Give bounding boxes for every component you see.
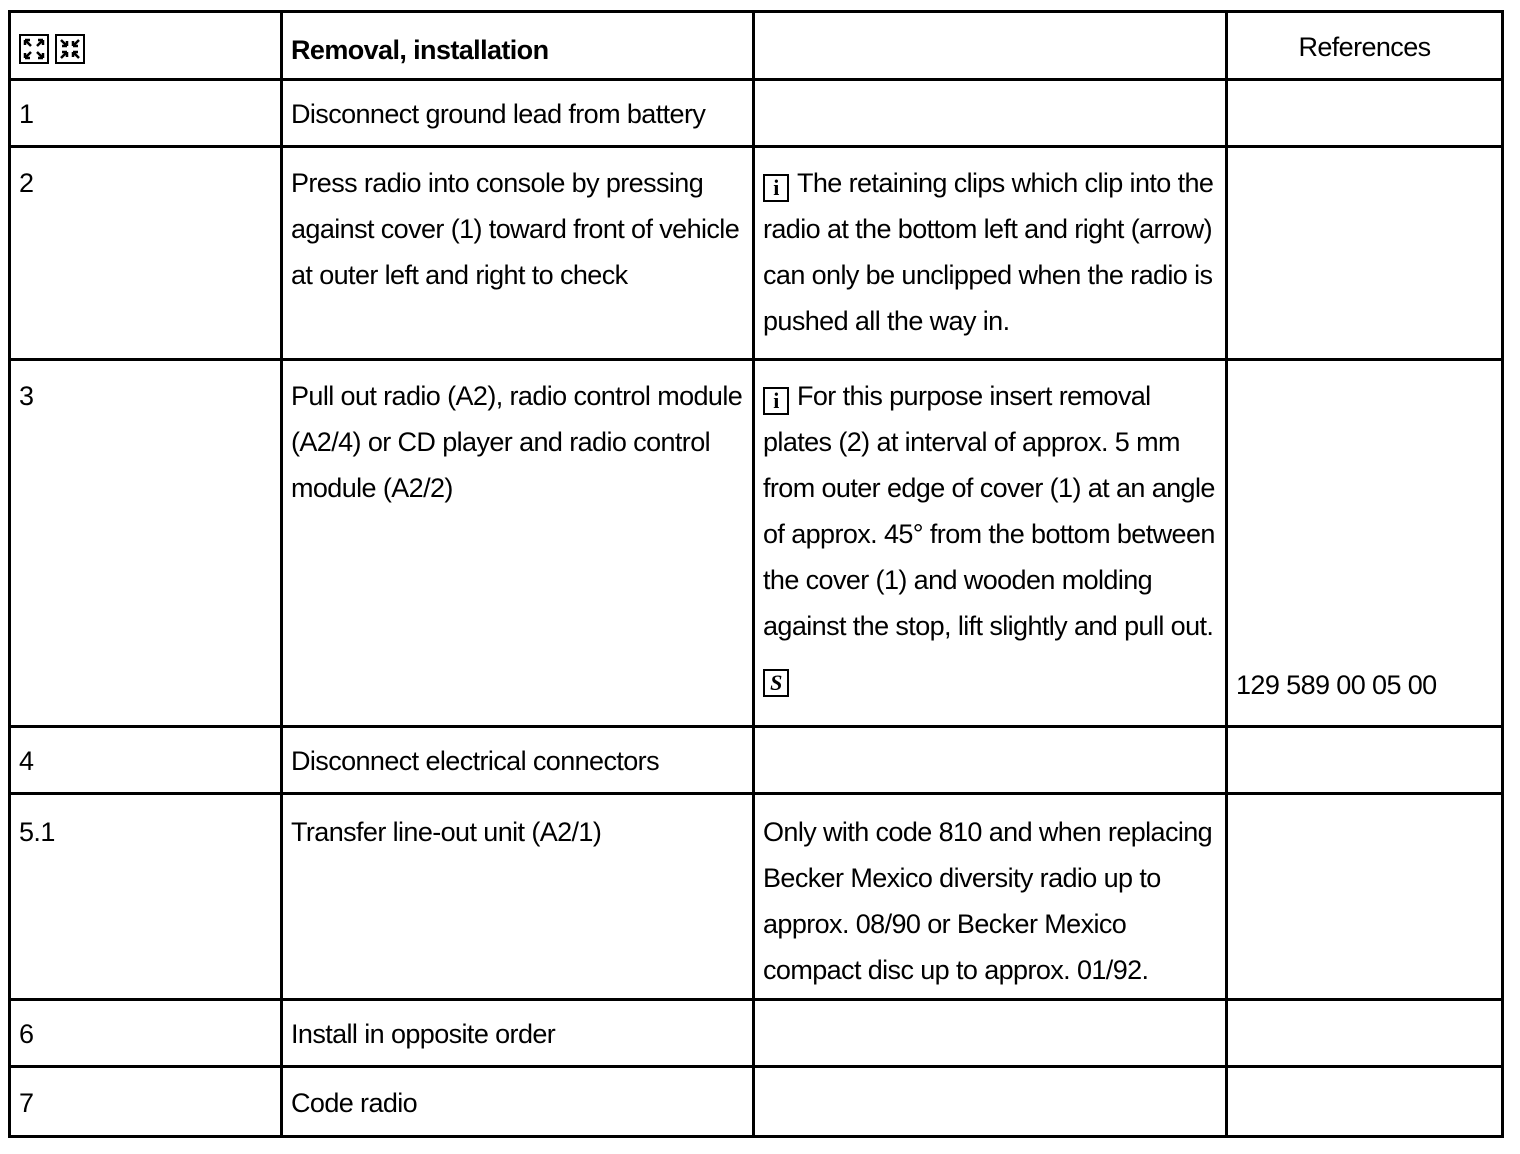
step-note bbox=[754, 80, 1227, 147]
table-row bbox=[10, 727, 1503, 794]
table-header-row bbox=[10, 12, 1503, 80]
procedure-table bbox=[8, 10, 1504, 1138]
special-tool-icon: S bbox=[763, 669, 789, 697]
step-reference: 129 589 00 05 00 bbox=[1236, 670, 1437, 700]
table-row bbox=[10, 360, 1503, 727]
table-row bbox=[10, 1000, 1503, 1067]
step-reference-cell bbox=[1227, 360, 1503, 727]
step-note: For this purpose insert removal plates (2) at interval of approx. 5 mm from outer edge of cover (1) at an angle of approx. 45° from the bottom between the cover (1) and wooden molding against the stop, lift slightly and pull out. bbox=[763, 381, 1215, 641]
step-action: Install in opposite order bbox=[282, 1000, 754, 1067]
info-icon: i bbox=[763, 387, 789, 415]
step-note: Only with code 810 and when replacing Becker Mexico diversity radio up to approx. 08/90 or Becker Mexico compact disc up to approx. 01/92. bbox=[754, 794, 1227, 1000]
header-icons-cell bbox=[10, 12, 282, 80]
step-note: The retaining clips which clip into the radio at the bottom left and right (arrow) can only be unclipped when the radio is pushed all the way in. bbox=[763, 168, 1214, 336]
table-row bbox=[10, 147, 1503, 360]
step-number: 4 bbox=[10, 727, 282, 794]
table-row bbox=[10, 80, 1503, 147]
step-number: 7 bbox=[10, 1067, 282, 1137]
step-number: 2 bbox=[10, 147, 282, 360]
step-number: 6 bbox=[10, 1000, 282, 1067]
step-reference bbox=[1227, 794, 1503, 1000]
step-action: Transfer line-out unit (A2/1) bbox=[282, 794, 754, 1000]
step-note-cell bbox=[754, 147, 1227, 360]
remove-icon bbox=[19, 34, 49, 64]
header-title: Removal, installation bbox=[282, 12, 754, 80]
step-reference bbox=[1227, 147, 1503, 360]
step-action: Pull out radio (A2), radio control module (A2/4) or CD player and radio control module (A2/2) bbox=[282, 360, 754, 727]
table-row bbox=[10, 1067, 1503, 1137]
step-note-cell bbox=[754, 360, 1227, 727]
step-number: 5.1 bbox=[10, 794, 282, 1000]
step-action: Press radio into console by pressing against cover (1) toward front of vehicle at outer left and right to check bbox=[282, 147, 754, 360]
step-action: Disconnect electrical connectors bbox=[282, 727, 754, 794]
step-note bbox=[754, 727, 1227, 794]
info-icon: i bbox=[763, 174, 789, 202]
step-action: Disconnect ground lead from battery bbox=[282, 80, 754, 147]
table-row bbox=[10, 794, 1503, 1000]
step-number: 1 bbox=[10, 80, 282, 147]
step-reference bbox=[1227, 1067, 1503, 1137]
step-reference bbox=[1227, 1000, 1503, 1067]
header-notes bbox=[754, 12, 1227, 80]
install-icon bbox=[55, 34, 85, 64]
step-reference bbox=[1227, 727, 1503, 794]
step-action: Code radio bbox=[282, 1067, 754, 1137]
step-number: 3 bbox=[10, 360, 282, 727]
header-references: References bbox=[1227, 12, 1503, 80]
step-note bbox=[754, 1067, 1227, 1137]
step-note bbox=[754, 1000, 1227, 1067]
step-reference bbox=[1227, 80, 1503, 147]
